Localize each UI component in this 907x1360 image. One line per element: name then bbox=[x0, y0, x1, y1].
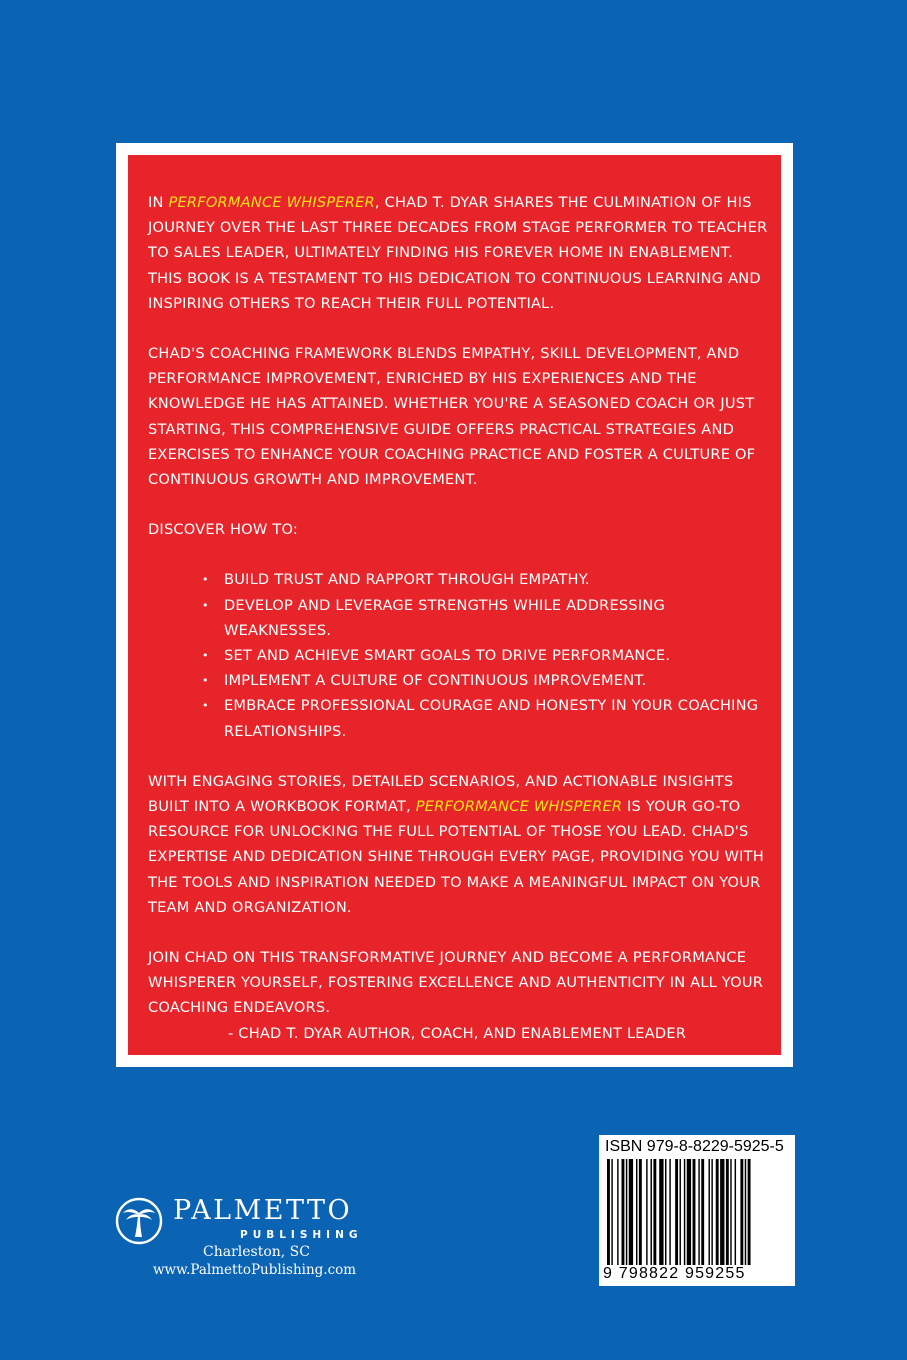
barcode-bar bbox=[698, 1159, 699, 1269]
barcode-bar bbox=[726, 1159, 729, 1269]
barcode-bar bbox=[659, 1159, 663, 1269]
barcode-bar bbox=[711, 1159, 712, 1269]
barcode-bar bbox=[651, 1159, 652, 1269]
benefits-list bbox=[148, 567, 768, 743]
isbn-barcode bbox=[599, 1135, 795, 1286]
barcode-bar bbox=[611, 1159, 612, 1269]
list-item: • DEVELOP AND LEVERAGE STRENGTHS WHILE ADDRESSING WEAKNESSES. bbox=[202, 593, 768, 643]
barcode-bar bbox=[680, 1159, 681, 1269]
book-title-mention: PERFORMANCE WHISPERER bbox=[415, 798, 623, 816]
list-item: • EMBRACE PROFESSIONAL COURAGE AND HONESTY IN YOUR COACHING RELATIONSHIPS. bbox=[202, 693, 768, 743]
isbn-label: ISBN 979-8-8229-5925-5 bbox=[605, 1138, 784, 1155]
barcode-bar bbox=[617, 1159, 618, 1269]
book-title-mention: PERFORMANCE WHISPERER bbox=[168, 194, 375, 211]
barcode-bars bbox=[607, 1159, 787, 1269]
p1-body-text: , CHAD T. DYAR SHARES THE CULMINATION OF HIS JOURNEY OVER THE LAST THREE DECADES FROM STAGE PERFORMER TO TEACHER TO SALES LEADER, ULTIMATELY FINDING HIS FOREVER HOME IN ENABLEMENT. THIS BOOK IS A TESTAMENT TO HIS DEDICATION TO CONTINUOUS LEARNING AND INSPIRING OTHERS TO REACH THEIR FULL POTENTIAL. bbox=[148, 194, 768, 312]
barcode-bar bbox=[669, 1159, 670, 1269]
barcode-bar bbox=[629, 1159, 633, 1269]
barcode-bar bbox=[709, 1159, 710, 1269]
list-intro: DISCOVER HOW TO: bbox=[148, 521, 298, 539]
blurb-paragraph-2: CHAD'S COACHING FRAMEWORK BLENDS EMPATHY, SKILL DEVELOPMENT, AND PERFORMANCE IMPROVEMENT, ENRICHED BY HIS EXPERIENCES AND THE KNOWLEDGE HE HAS ATTAINED. WHETHER YOU'RE A SEASONED COACH OR JUST STARTING, THIS COMPREHENSIVE GUIDE OFFERS PRACTICAL STRATEGIES AND EXERCISES TO ENHANCE YOUR COACHING PRACTICE AND FOSTER A CULTURE OF CONTINUOUS GROWTH AND IMPROVEMENT. bbox=[148, 345, 756, 489]
barcode-bar bbox=[716, 1159, 719, 1269]
barcode-bar bbox=[684, 1159, 685, 1269]
publisher-url: www.PalmettoPublishing.com bbox=[153, 1262, 357, 1278]
barcode-bar bbox=[675, 1159, 678, 1269]
author-signature: - CHAD T. DYAR AUTHOR, COACH, AND ENABLEMENT LEADER bbox=[228, 1024, 687, 1042]
p4-body-text: IS YOUR GO-TO RESOURCE FOR UNLOCKING THE FULL POTENTIAL OF THOSE YOU LEAD. CHAD'S EXPERTISE AND DEDICATION SHINE THROUGH EVERY PAGE, PROVIDING YOU WITH THE TOOLS AND INSPIRATION NEEDED TO MAKE A MEANINGFUL IMPACT ON YOUR TEAM AND ORGANIZATION. bbox=[148, 798, 764, 916]
p4-lead-text: WITH ENGAGING STORIES, DETAILED SCENARIOS, AND ACTIONABLE INSIGHTS BUILT INTO A WORKBOOK FORMAT, bbox=[148, 772, 734, 816]
publisher-logo bbox=[115, 1195, 395, 1295]
blurb-paragraph-5: JOIN CHAD ON THIS TRANSFORMATIVE JOURNEY AND BECOME A PERFORMANCE WHISPERER YOURSELF, FOSTERING EXCELLENCE AND AUTHENTICITY IN ALL YOUR COACHING ENDEAVORS. bbox=[148, 949, 764, 1017]
publisher-city: Charleston, SC bbox=[203, 1244, 310, 1260]
barcode-bar bbox=[653, 1159, 656, 1269]
barcode-bar bbox=[745, 1159, 746, 1269]
barcode-bar bbox=[639, 1159, 642, 1269]
barcode-bar bbox=[636, 1159, 637, 1269]
blurb-paragraph-1 bbox=[148, 190, 768, 316]
barcode-bar bbox=[646, 1159, 647, 1269]
blurb-paragraph-4 bbox=[148, 769, 768, 920]
publisher-name: PALMETTO bbox=[173, 1195, 353, 1226]
blurb-content bbox=[148, 190, 768, 1071]
isbn-digits: 9 798822 959255 bbox=[603, 1265, 791, 1283]
barcode-bar bbox=[720, 1159, 724, 1269]
list-item: • IMPLEMENT A CULTURE OF CONTINUOUS IMPROVEMENT. bbox=[202, 668, 768, 693]
barcode-bar bbox=[626, 1159, 627, 1269]
barcode-bar bbox=[701, 1159, 704, 1269]
barcode-bar bbox=[730, 1159, 731, 1269]
list-item: • SET AND ACHIEVE SMART GOALS TO DRIVE PERFORMANCE. bbox=[202, 643, 768, 668]
barcode-bar bbox=[622, 1159, 625, 1269]
barcode-bar bbox=[740, 1159, 743, 1269]
p1-lead-text: IN bbox=[148, 194, 169, 211]
barcode-bar bbox=[687, 1159, 691, 1269]
list-item: • BUILD TRUST AND RAPPORT THROUGH EMPATHY. bbox=[202, 567, 768, 592]
publisher-subtitle: PUBLISHING bbox=[240, 1229, 363, 1241]
barcode-bar bbox=[693, 1159, 696, 1269]
barcode-bar bbox=[735, 1159, 736, 1269]
blurb-panel bbox=[128, 155, 781, 1055]
barcode-bar bbox=[607, 1159, 610, 1269]
barcode-bar bbox=[748, 1159, 751, 1269]
barcode-bar bbox=[665, 1159, 666, 1269]
palmetto-tree-icon bbox=[115, 1197, 163, 1245]
